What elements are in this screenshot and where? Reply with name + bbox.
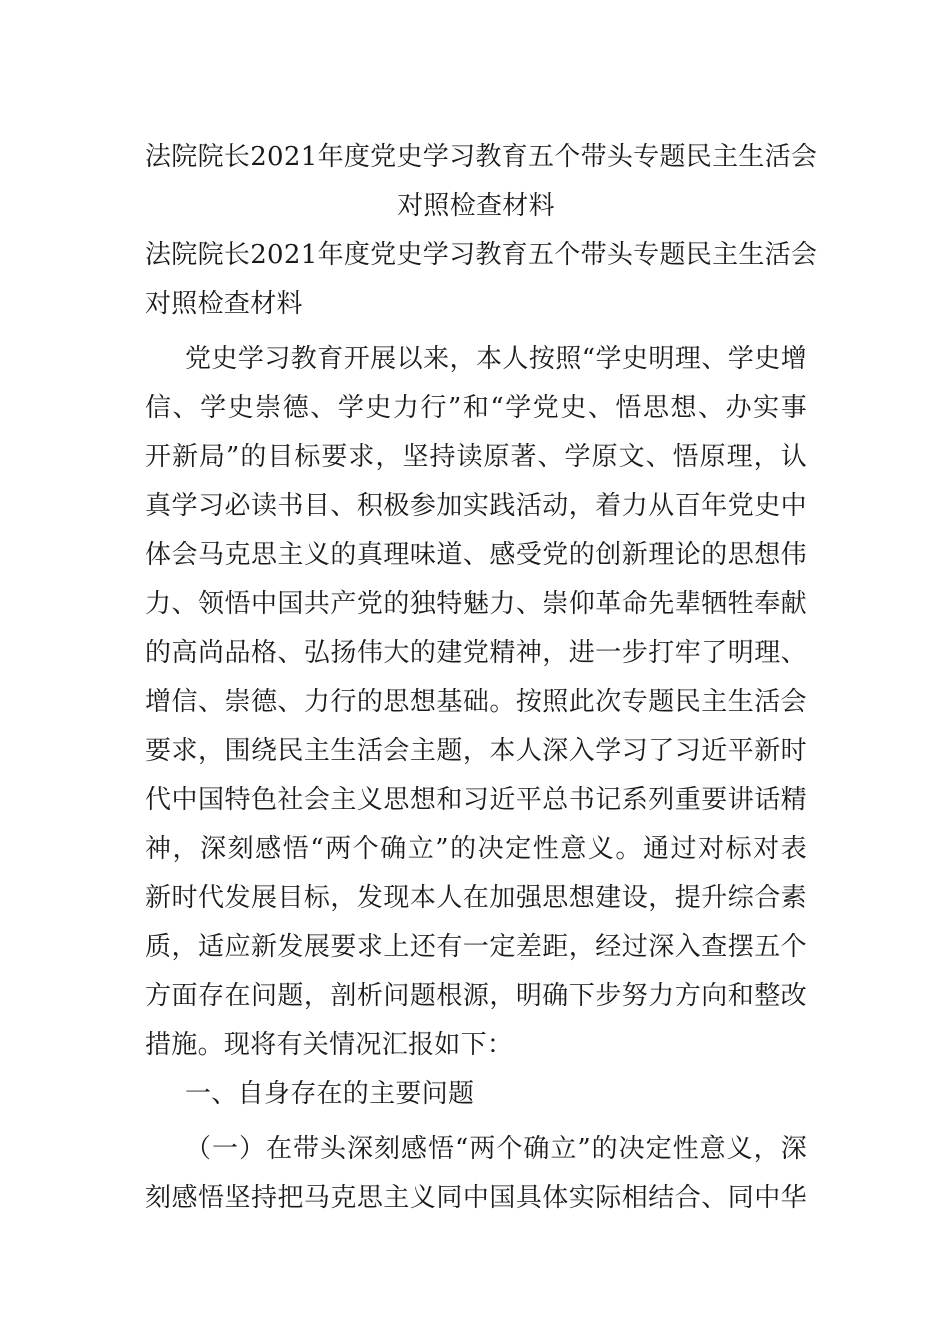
body-paragraph-line: 增信、崇德、力行的思想基础。按照此次专题民主生活会 (145, 687, 807, 717)
document-subtitle-line-2: 对照检查材料 (145, 289, 303, 319)
document-title-line-1: 法院院长2021年度党史学习教育五个带头专题民主生活会 (145, 142, 818, 172)
subsection-line: （一）在带头深刻感悟“两个确立”的决定性意义，深 (185, 1134, 807, 1164)
body-paragraph-line: 质，适应新发展要求上还有一定差距，经过深入查摆五个 (145, 932, 807, 962)
body-paragraph-line: 信、学史崇德、学史力行”和“学党史、悟思想、办实事 (145, 393, 807, 423)
document-subtitle-line-1: 法院院长2021年度党史学习教育五个带头专题民主生活会 (145, 240, 818, 270)
body-paragraph-line: 开新局”的目标要求，坚持读原著、学原文、悟原理，认 (145, 442, 807, 472)
body-paragraph-line: 新时代发展目标，发现本人在加强思想建设，提升综合素 (145, 883, 807, 913)
body-paragraph-line: 要求，围绕民主生活会主题，本人深入学习了习近平新时 (145, 736, 807, 766)
section-heading: 一、自身存在的主要问题 (185, 1079, 475, 1109)
body-paragraph-line: 方面存在问题，剖析问题根源，明确下步努力方向和整改 (145, 981, 807, 1011)
body-paragraph-line: 神，深刻感悟“两个确立”的决定性意义。通过对标对表 (145, 834, 807, 864)
document-page (145, 133, 818, 1223)
subsection-line: 刻感悟坚持把马克思主义同中国具体实际相结合、同中华 (145, 1183, 807, 1213)
body-paragraph-line: 党史学习教育开展以来，本人按照“学史明理、学史增 (185, 344, 807, 374)
document-title-line-2: 对照检查材料 (397, 191, 555, 221)
body-paragraph-line: 的高尚品格、弘扬伟大的建党精神，进一步打牢了明理、 (145, 638, 807, 668)
body-paragraph-line: 力、领悟中国共产党的独特魅力、崇仰革命先辈牺牲奉献 (145, 589, 807, 619)
body-paragraph-line: 真学习必读书目、积极参加实践活动，着力从百年党史中 (145, 491, 807, 521)
body-paragraph-line: 体会马克思主义的真理味道、感受党的创新理论的思想伟 (145, 540, 807, 570)
body-paragraph-line: 措施。现将有关情况汇报如下： (145, 1030, 514, 1060)
body-paragraph-line: 代中国特色社会主义思想和习近平总书记系列重要讲话精 (145, 785, 807, 815)
